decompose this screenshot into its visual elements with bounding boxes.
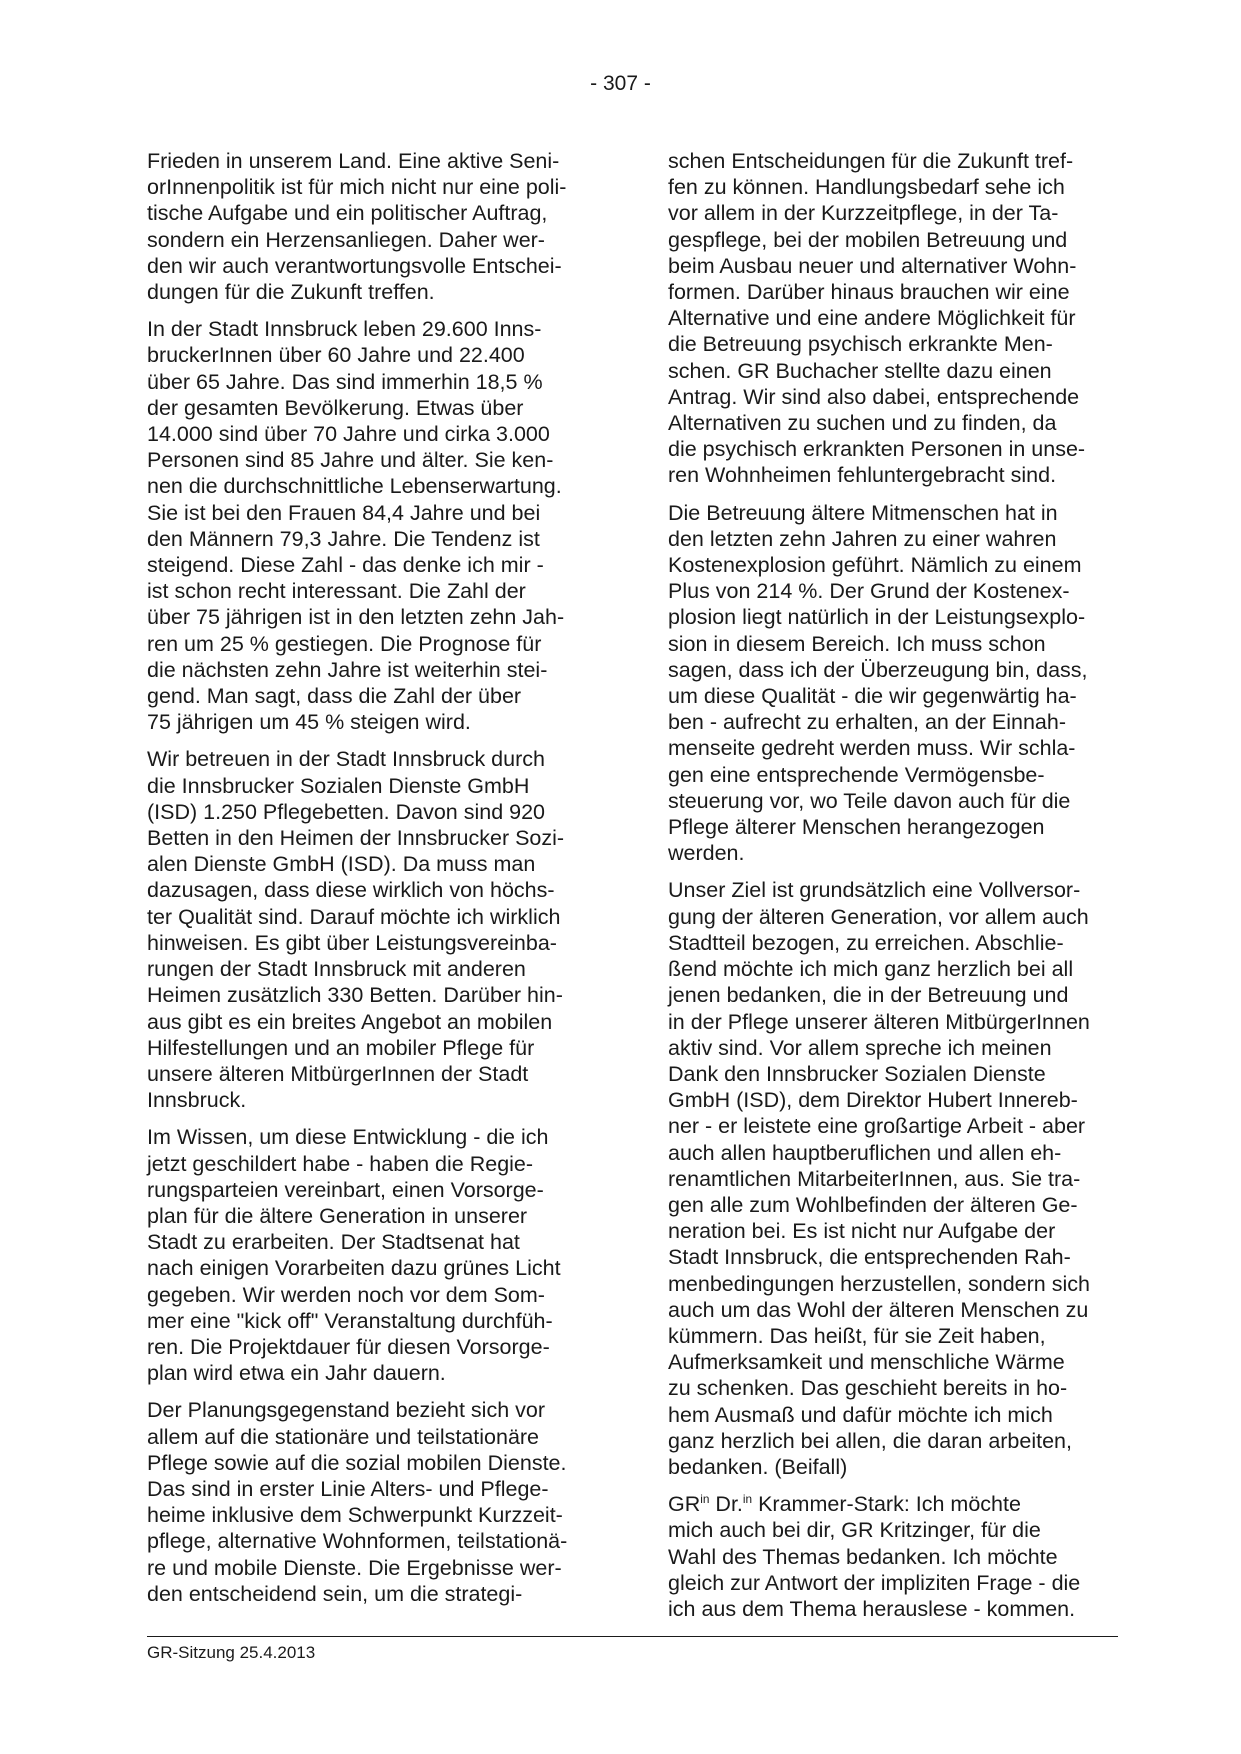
text-line: Wahl des Themas bedanken. Ich möchte [668,1544,1058,1569]
text-line: re und mobile Dienste. Die Ergebnisse wer- [147,1555,562,1580]
text-line: hem Ausmaß und dafür möchte ich mich [668,1402,1053,1427]
paragraph [147,1397,605,1607]
text-line: dungen für die Zukunft treffen. [147,280,435,305]
text-line: die Innsbrucker Sozialen Dienste GmbH [147,773,530,798]
text-line: pflege, alternative Wohnformen, teilstationä- [147,1529,568,1554]
text-line: hinweisen. Es gibt über Leistungsvereinba- [147,930,557,955]
text-line: gen alle zum Wohlbefinden der älteren Ge- [668,1192,1078,1217]
text-line: (ISD) 1.250 Pflegebetten. Davon sind 920 [147,799,546,824]
right-column [668,148,1118,1633]
footer-session-date: GR-Sitzung 25.4.2013 [147,1643,316,1662]
text-line: ren. Die Projektdauer für diesen Vorsorge- [147,1334,550,1359]
text-line: in der Pflege unserer älteren MitbürgerInnen [668,1009,1090,1034]
text-line: In der Stadt Innsbruck leben 29.600 Inns- [147,317,542,342]
text-line: Das sind in erster Linie Alters- und Pflege- [147,1476,549,1501]
text-line: ßend möchte ich mich ganz herzlich bei all [668,957,1074,982]
text-line: 75 jährigen um 45 % steigen wird. [147,710,471,735]
text-line: jenen bedanken, die in der Betreuung und [668,983,1069,1008]
paragraph [668,877,1118,1480]
text-line: orInnenpolitik ist für mich nicht nur eine poli- [147,175,567,200]
text-line: ren Wohnheimen fehluntergebracht sind. [668,463,1057,488]
text-line: nach einigen Vorarbeiten dazu grünes Licht [147,1256,561,1281]
text-line: Hilfestellungen und an mobiler Pflege für [147,1035,535,1060]
text-line: schen Entscheidungen für die Zukunft tref- [668,149,1074,173]
speaker-paragraph [668,1491,1118,1622]
text-line: auch allen hauptberuflichen und allen eh- [668,1140,1062,1165]
text-line: GmbH (ISD), dem Direktor Hubert Innereb- [668,1088,1078,1113]
text-line: Alternativen zu suchen und zu finden, da [668,411,1057,436]
text-line: mer eine "kick off" Veranstaltung durchfüh- [147,1308,553,1333]
text-line: menbedingungen herzustellen, sondern sich [668,1271,1090,1296]
text-line: Antrag. Wir sind also dabei, entsprechende [668,384,1080,409]
text-line: mich auch bei dir, GR Kritzinger, für die [668,1518,1041,1543]
text-line: Frieden in unserem Land. Eine aktive Seni- [147,149,560,173]
text-line: fen zu können. Handlungsbedarf sehe ich [668,175,1065,200]
text-line: Dank den Innsbrucker Sozialen Dienste [668,1061,1046,1086]
text-line: Im Wissen, um diese Entwicklung - die ich [147,1125,549,1150]
text-line: gegeben. Wir werden noch vor dem Som- [147,1282,545,1307]
text-line: ren um 25 % gestiegen. Die Prognose für [147,631,542,656]
text-line: Heimen zusätzlich 330 Betten. Darüber hin- [147,983,563,1008]
text-line: Pflege älterer Menschen herangezogen [668,815,1045,840]
paragraph [147,1124,605,1386]
text-line: dazusagen, dass diese wirklich von höchs- [147,878,555,903]
text-line: den Männern 79,3 Jahre. Die Tendenz ist [147,526,540,551]
text-line: ter Qualität sind. Darauf möchte ich wirklich [147,904,561,929]
text-line: Unser Ziel ist grundsätzlich eine Vollversor- [668,878,1081,903]
text-line: ist schon recht interessant. Die Zahl der [147,579,526,604]
text-line: Aufmerksamkeit und menschliche Wärme [668,1350,1065,1375]
text-line: ner - er leistete eine großartige Arbeit - aber [668,1114,1086,1139]
text-line: den letzten zehn Jahren zu einer wahren [668,526,1057,551]
text-line: Innsbruck. [147,1088,247,1113]
text-line: plan wird etwa ein Jahr dauern. [147,1361,446,1386]
text-line: Stadt Innsbruck, die entsprechenden Rah- [668,1245,1071,1270]
text-line: menseite gedreht werden muss. Wir schla- [668,736,1076,761]
text-line: steigend. Diese Zahl - das denke ich mir - [147,553,544,578]
text-line: Sie ist bei den Frauen 84,4 Jahre und bei [147,500,541,525]
text-line: renamtlichen MitarbeiterInnen, aus. Sie tra- [668,1166,1081,1191]
text-line: jetzt geschildert habe - haben die Regie- [147,1151,534,1176]
text-line: ganz herzlich bei allen, die daran arbeiten, [668,1428,1072,1453]
text-line: plosion liegt natürlich in der Leistungsexplo- [668,605,1086,630]
text-line: Stadtteil bezogen, zu erreichen. Abschlie- [668,930,1064,955]
paragraph [147,746,605,1113]
text-line: die Betreuung psychisch erkrankte Men- [668,332,1053,357]
text-line: Kostenexplosion geführt. Nämlich zu einem [668,553,1082,578]
text-line: Pflege sowie auf die sozial mobilen Dienste. [147,1450,567,1475]
text-line: unsere älteren MitbürgerInnen der Stadt [147,1061,529,1086]
paragraph [668,148,1118,489]
left-column [147,148,605,1618]
text-line: sondern ein Herzensanliegen. Daher wer- [147,227,545,252]
text-line: ben - aufrecht zu erhalten, an der Einnah- [668,710,1067,735]
text-line: ich aus dem Thema herauslese - kommen. [668,1596,1076,1621]
paragraph [668,500,1118,867]
paragraph [147,316,605,735]
text-line: gleich zur Antwort der impliziten Frage - die [668,1570,1081,1595]
footer-divider [147,1636,1118,1637]
text-line: vor allem in der Kurzzeitpflege, in der Ta- [668,201,1059,226]
text-line: tische Aufgabe und ein politischer Auftrag, [147,201,548,226]
text-line: gen eine entsprechende Vermögensbe- [668,762,1045,787]
text-line: bruckerInnen über 60 Jahre und 22.400 [147,343,525,368]
text-line: rungen der Stadt Innsbruck mit anderen [147,957,526,982]
text-line: Betten in den Heimen der Innsbrucker Sozi- [147,826,565,851]
text-line: Personen sind 85 Jahre und älter. Sie ken- [147,448,554,473]
text-line: gespflege, bei der mobilen Betreuung und [668,227,1068,252]
text-line: heime inklusive dem Schwerpunkt Kurzzeit- [147,1503,563,1528]
text-line: 14.000 sind über 70 Jahre und cirka 3.000 [147,422,550,447]
text-line: werden. [668,841,745,866]
text-line: Stadt zu erarbeiten. Der Stadtsenat hat [147,1230,520,1255]
text-line: neration bei. Es ist nicht nur Aufgabe der [668,1219,1056,1244]
paragraph [147,148,605,305]
text-line: Alternative und eine andere Möglichkeit für [668,306,1076,331]
text-line: gend. Man sagt, dass die Zahl der über [147,684,522,709]
text-line: den entscheidend sein, um die strategi- [147,1581,523,1606]
text-line: aktiv sind. Vor allem spreche ich meinen [668,1035,1052,1060]
text-line: allem auf die stationäre und teilstationäre [147,1424,540,1449]
text-line: alen Dienste GmbH (ISD). Da muss man [147,852,536,877]
text-line: plan für die ältere Generation in unserer [147,1203,528,1228]
text-line: Die Betreuung ältere Mitmenschen hat in [668,500,1058,525]
text-line: die psychisch erkrankten Personen in unse- [668,437,1086,462]
text-line: gung der älteren Generation, vor allem auch [668,904,1089,929]
text-line: zu schenken. Das geschieht bereits in ho- [668,1376,1068,1401]
text-line: formen. Darüber hinaus brauchen wir eine [668,280,1070,305]
text-line: auch um das Wohl der älteren Menschen zu [668,1297,1089,1322]
text-line: Der Planungsgegenstand bezieht sich vor [147,1398,546,1423]
text-line: aus gibt es ein breites Angebot an mobilen [147,1009,553,1034]
text-line: steuerung vor, wo Teile davon auch für die [668,788,1071,813]
text-line: der gesamten Bevölkerung. Etwas über [147,395,524,420]
text-line: Wir betreuen in der Stadt Innsbruck durch [147,747,545,772]
text-line: über 75 jährigen ist in den letzten zehn Jah- [147,605,565,630]
text-line: sion in diesem Bereich. Ich muss schon [668,631,1046,656]
text-line: sagen, dass ich der Überzeugung bin, dass, [668,657,1088,682]
speaker-line: $GR^{in}$ Dr.$^{in}$ Krammer-Stark: Ich möchte [668,1492,1021,1517]
text-line: bedanken. (Beifall) [668,1454,848,1479]
text-line: Plus von 214 %. Der Grund der Kostenex- [668,579,1070,604]
text-line: beim Ausbau neuer und alternativer Wohn- [668,253,1077,278]
text-line: die nächsten zehn Jahre ist weiterhin stei- [147,657,548,682]
text-line: nen die durchschnittliche Lebenserwartung. [147,474,562,499]
text-line: kümmern. Das heißt, für sie Zeit haben, [668,1323,1046,1348]
text-line: schen. GR Buchacher stellte dazu einen [668,358,1052,383]
text-line: über 65 Jahre. Das sind immerhin 18,5 % [147,369,543,394]
text-line: rungsparteien vereinbart, einen Vorsorge- [147,1177,544,1202]
text-line: um diese Qualität - die wir gegenwärtig ha- [668,684,1077,709]
page-number: - 307 - [590,72,651,95]
text-line: den wir auch verantwortungsvolle Entschei- [147,253,562,278]
